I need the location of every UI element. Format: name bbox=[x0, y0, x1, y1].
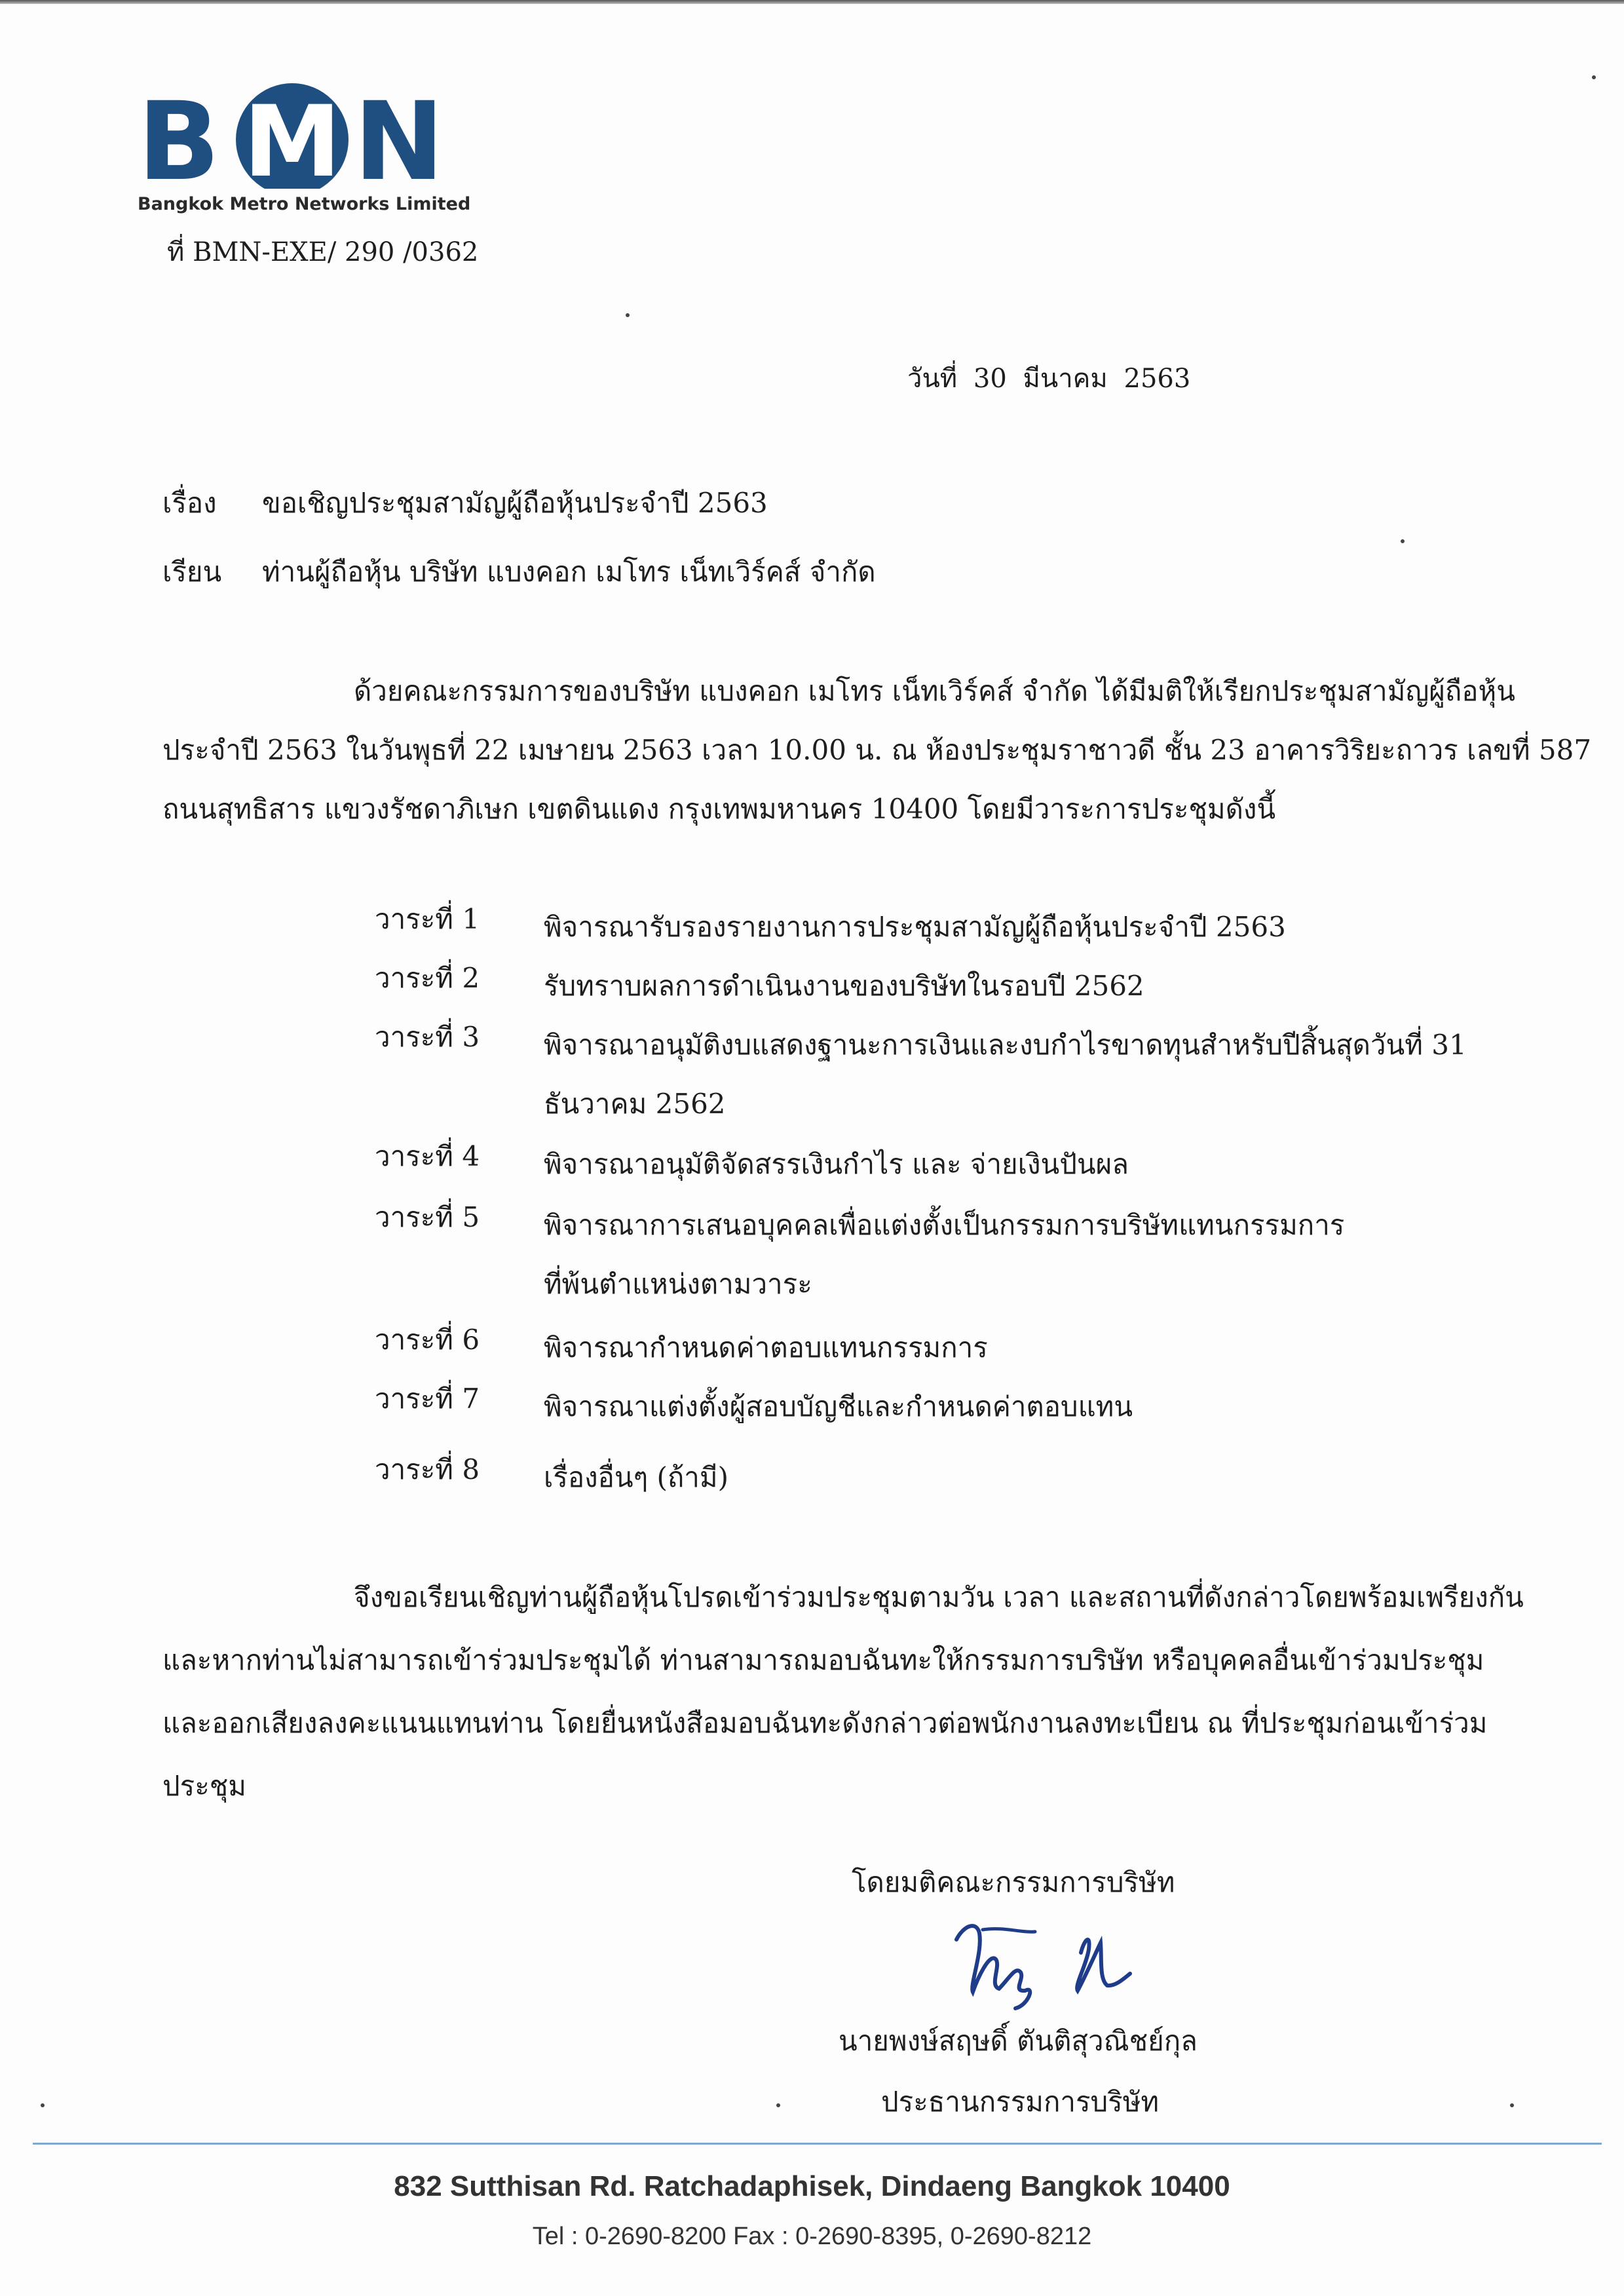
company-logo bbox=[138, 77, 471, 221]
agenda-label: วาระที่ 4 bbox=[375, 1140, 480, 1172]
handwritten-signature bbox=[943, 1913, 1160, 2012]
agenda-line: พิจารณาอนุมัติจัดสรรเงินกำไร และ จ่ายเงินปันผล bbox=[544, 1148, 1129, 1180]
subject-value: ขอเชิญประชุมสามัญผู้ถือหุ้นประจำปี 2563 bbox=[262, 487, 768, 519]
logo-letter-m: M bbox=[243, 85, 341, 189]
agenda-line: พิจารณาการเสนอบุคคลเพื่อแต่งตั้งเป็นกรรมการบริษัทแทนกรรมการ bbox=[544, 1209, 1345, 1241]
intro-line: ถนนสุทธิสาร แขวงรัชดาภิเษก เขตดินแดง กรุงเทพมหานคร 10400 โดยมีวาระการประชุมดังนี้ bbox=[162, 793, 1276, 825]
footer-address: 832 Sutthisan Rd. Ratchadaphisek, Dindaeng Bangkok 10400 bbox=[394, 2170, 1230, 2202]
logo-letter-n: N bbox=[354, 79, 445, 189]
agenda-label: วาระที่ 3 bbox=[375, 1021, 480, 1053]
agenda-label: วาระที่ 5 bbox=[375, 1201, 480, 1233]
scan-speck bbox=[1401, 539, 1405, 543]
reference-number: ที่ BMN-EXE/ 290 /0362 bbox=[167, 237, 479, 267]
footer-divider bbox=[33, 2143, 1602, 2145]
bmn-logo-mark bbox=[138, 77, 445, 189]
intro-line: ประจำปี 2563 ในวันพุธที่ 22 เมษายน 2563 เวลา 10.00 น. ณ ห้องประชุมราชาวดี ชั้น 23 อาคารวิริยะถาวร เลขที่ 587 bbox=[162, 734, 1592, 766]
letter-date: วันที่ 30 มีนาคม 2563 bbox=[907, 364, 1191, 394]
footer-contact: Tel : 0-2690-8200 Fax : 0-2690-8395, 0-2690-8212 bbox=[532, 2223, 1092, 2250]
invitation-line: จึงขอเรียนเชิญท่านผู้ถือหุ้นโปรดเข้าร่วมประชุมตามวัน เวลา และสถานที่ดังกล่าวโดยพร้อมเพรียงกัน bbox=[354, 1581, 1524, 1613]
agenda-line: เรื่องอื่นๆ (ถ้ามี) bbox=[544, 1461, 728, 1493]
agenda-label: วาระที่ 1 bbox=[375, 903, 480, 935]
scan-speck bbox=[776, 2103, 780, 2107]
scan-edge bbox=[0, 0, 1624, 4]
scan-speck bbox=[1592, 75, 1596, 79]
invitation-line: และออกเสียงลงคะแนนแทนท่าน โดยยื่นหนังสือมอบฉันทะดังกล่าวต่อพนักงานลงทะเบียน ณ ที่ประชุมก่อนเข้าร่วม bbox=[162, 1707, 1488, 1739]
recipient-label: เรียน bbox=[162, 556, 222, 588]
intro-line: ด้วยคณะกรรมการของบริษัท แบงคอก เมโทร เน็ทเวิร์คส์ จำกัด ได้มีมติให้เรียกประชุมสามัญผู้ถือหุ้น bbox=[354, 675, 1515, 707]
agenda-text bbox=[544, 1016, 1526, 1134]
agenda-line: ที่พ้นตำแหน่งตามวาระ bbox=[544, 1268, 812, 1300]
agenda-label: วาระที่ 7 bbox=[375, 1383, 480, 1415]
agenda-label: วาระที่ 6 bbox=[375, 1324, 480, 1356]
agenda-text bbox=[544, 1377, 1526, 1436]
agenda-text bbox=[544, 898, 1526, 957]
recipient-value: ท่านผู้ถือหุ้น บริษัท แบงคอก เมโทร เน็ทเวิร์คส์ จำกัด bbox=[262, 556, 876, 588]
scan-speck bbox=[626, 313, 630, 317]
agenda-line: รับทราบผลการดำเนินงานของบริษัทในรอบปี 2562 bbox=[544, 970, 1144, 1002]
signer-title: ประธานกรรมการบริษัท bbox=[881, 2086, 1160, 2118]
subject-label: เรื่อง bbox=[162, 487, 217, 519]
logo-letter-b: B bbox=[138, 79, 220, 189]
invitation-paragraph bbox=[162, 1566, 1538, 1818]
agenda-text bbox=[544, 957, 1526, 1016]
invitation-line: ประชุม bbox=[162, 1770, 246, 1802]
agenda-label: วาระที่ 8 bbox=[375, 1453, 480, 1485]
agenda-line: พิจารณารับรองรายงานการประชุมสามัญผู้ถือหุ้นประจำปี 2563 bbox=[544, 911, 1286, 943]
agenda-line: ธันวาคม 2562 bbox=[544, 1088, 726, 1120]
agenda-text bbox=[544, 1318, 1526, 1377]
invitation-line: และหากท่านไม่สามารถเข้าร่วมประชุมได้ ท่านสามารถมอบฉันทะให้กรรมการบริษัท หรือบุคคลอื่นเข้าร่วมประชุม bbox=[162, 1644, 1484, 1676]
closing-phrase: โดยมติคณะกรรมการบริษัท bbox=[852, 1866, 1175, 1898]
scan-speck bbox=[1510, 2103, 1514, 2107]
agenda-text bbox=[544, 1135, 1526, 1194]
agenda-label: วาระที่ 2 bbox=[375, 962, 480, 994]
agenda-line: พิจารณาอนุมัติงบแสดงฐานะการเงินและงบกำไรขาดทุนสำหรับปีสิ้นสุดวันที่ 31 bbox=[544, 1029, 1467, 1061]
intro-paragraph bbox=[162, 662, 1592, 839]
agenda-text bbox=[544, 1196, 1526, 1314]
signer-name: นายพงษ์สฤษดิ์ ตันติสุวณิชย์กุล bbox=[839, 2025, 1198, 2057]
agenda-text bbox=[544, 1448, 1526, 1507]
company-name: Bangkok Metro Networks Limited bbox=[138, 194, 471, 214]
agenda-line: พิจารณากำหนดค่าตอบแทนกรรมการ bbox=[544, 1331, 988, 1364]
agenda-line: พิจารณาแต่งตั้งผู้สอบบัญชีและกำหนดค่าตอบแทน bbox=[544, 1390, 1133, 1423]
scan-speck bbox=[41, 2103, 45, 2107]
